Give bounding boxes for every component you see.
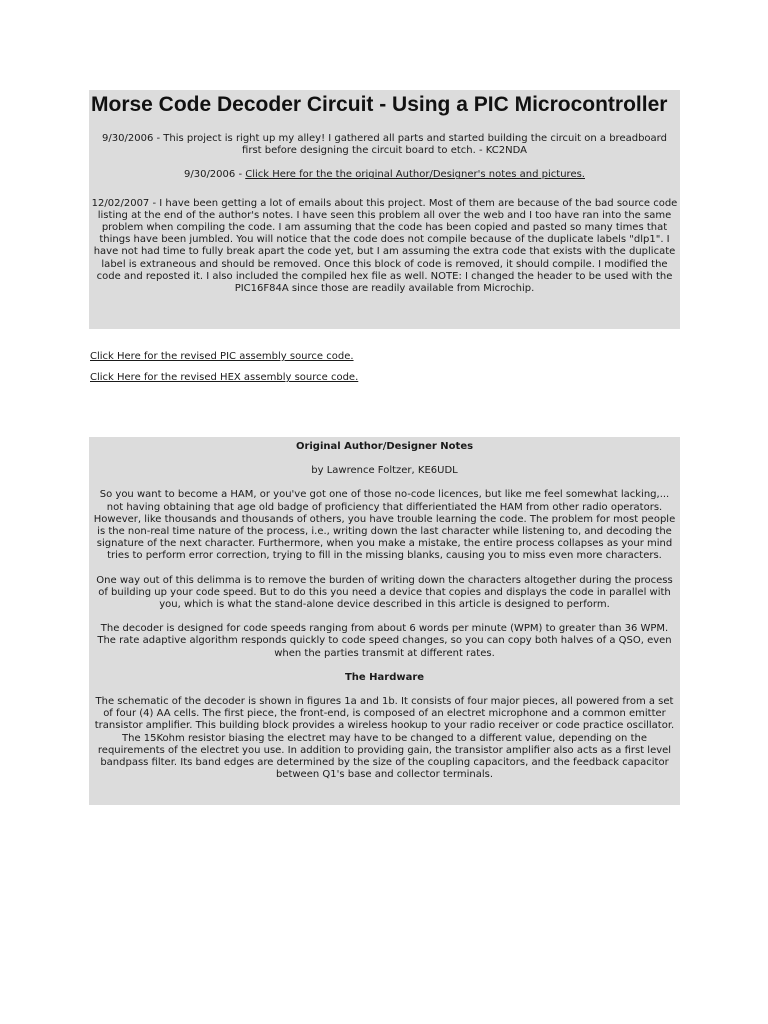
original-notes-link[interactable]: Click Here for the the original Author/Designer's notes and pictures.	[245, 169, 585, 181]
notes-heading: Original Author/Designer Notes	[295, 441, 474, 452]
notes-paragraph-speed: The decoder is designed for code speeds ranging from about 6 words per minute (WPM) to greater than 36 WPM. The rate adaptive algorithm responds quickly to code speed changes, so you can copy both halves of a QSO, even when the parties transmit at different rates.	[97, 623, 672, 659]
notes-paragraph-intro: So you want to become a HAM, or you've got one of those no-code licences, but like me feel somewhat lacking,... not having obtaining that age old badge of proficiency that differientiated the HAM from other radio operators. However, like thousands and thousands of others, you have trouble learning the code. The problem for most people is the non-real time nature of the process, i.e., writing down the last character while listening to, and decoding the signature of the next character. Furthermore, when you make a mistake, the entire process collapses as your mind tries to perform error correction, trying to fill in the missing blanks, causing you to miss even more characters.	[93, 489, 676, 562]
author-notes-panel	[89, 437, 680, 805]
entry-date-prefix: 9/30/2006 -	[183, 169, 246, 181]
revised-hex-source-link[interactable]: Click Here for the revised HEX assembly source code.	[90, 372, 359, 383]
entry-original-notes	[91, 169, 678, 181]
author-byline: by Lawrence Foltzer, KE6UDL	[311, 465, 458, 477]
hardware-heading: The Hardware	[344, 671, 425, 683]
page-title: Morse Code Decoder Circuit - Using a PIC Microcontroller	[91, 93, 668, 116]
entry-kc2nda: 9/30/2006 - This project is right up my alley! I gathered all parts and started building the circuit on a breadboard first before designing the circuit board to etch. - KC2NDA	[102, 133, 667, 157]
notes-paragraph-hardware: The schematic of the decoder is shown in figures 1a and 1b. It consists of four major pieces, all powered from a set of four (4) AA cells. The first piece, the front-end, is composed of an electret microphone and a common emitter transistor amplifier. This building block provides a wireless hookup to your radio receiver or code practice oscillator. The 15Kohm resistor biasing the electret may have to be changed to a different value, depending on the requirements of the electret you use. In addition to providing gain, the transistor amplifier also acts as a first level bandpass filter. Its band edges are determined by the size of the coupling capacitors, and the feedback capacitor between Q1's base and collector terminals.	[94, 696, 675, 781]
intro-panel	[89, 90, 680, 329]
entry-source-code-update: 12/02/2007 - I have been getting a lot of emails about this project. Most of them are because of the bad source code listing at the end of the author's notes. I have seen this problem all over the web and I too have ran into the same problem when compiling the code. I am assuming that the code has been copied and pasted so many times that things have been jumbled. You will notice that the code does not compile because of the duplicate labels "dlp1". I have not had time to fully break apart the code yet, but I am assuming the extra code that exists with the duplicate label is extraneous and should be removed. Once this block of code is removed, it should compile. I modified the code and reposted it. I also included the compiled hex file as well. NOTE: I changed the header to be used with the PIC16F84A since those are readily available from Microchip.	[91, 197, 678, 295]
notes-paragraph-solution: One way out of this delimma is to remove the burden of writing down the characters altogether during the process of building up your code speed. But to do this you need a device that copies and displays the code in parallel with you, which is what the stand-alone device described in this article is designed to perform.	[96, 574, 673, 611]
revised-asm-source-link[interactable]: Click Here for the revised PIC assembly source code.	[90, 351, 354, 362]
